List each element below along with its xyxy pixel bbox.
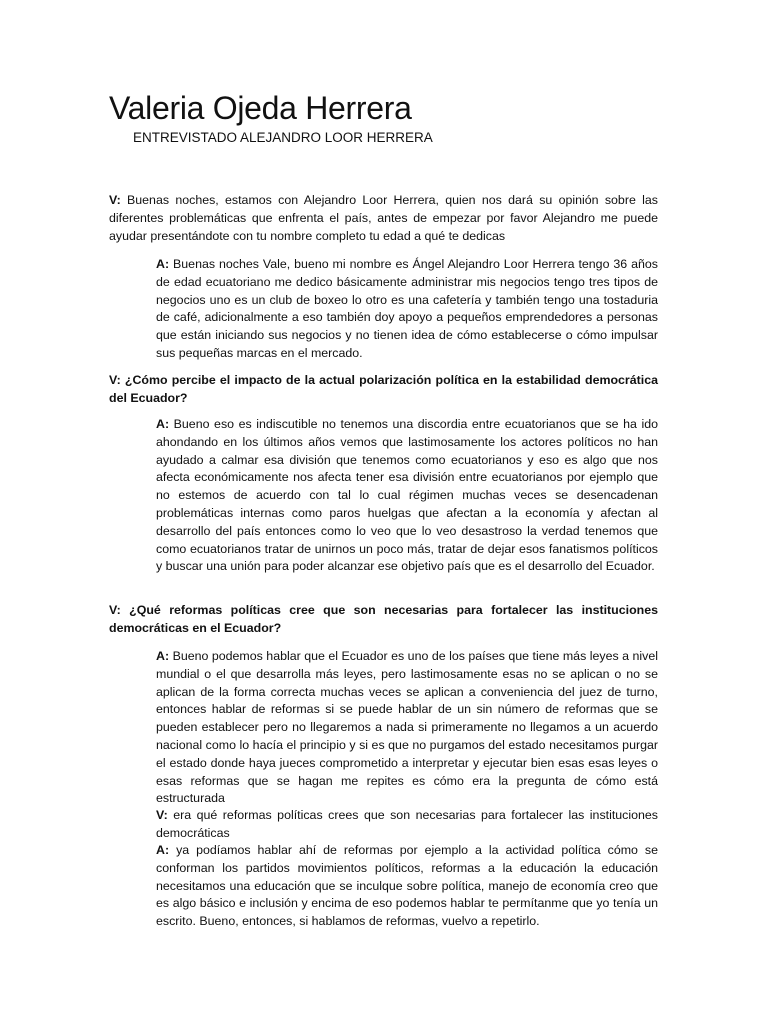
interview-answer (156, 842, 658, 931)
speaker-label: A: (156, 257, 170, 271)
speaker-label: V: (109, 193, 121, 207)
interview-question (109, 602, 658, 638)
speaker-label: A: (156, 843, 170, 857)
question-text: Buenas noches, estamos con Alejandro Loor Herrera, quien nos dará su opinión sobre las diferentes problemáticas que enfrenta el país, antes de empezar por favor Alejandro me puede ayudar presentándote con tu nombre completo tu edad a qué te dedicas (109, 193, 658, 243)
answer-text: ya podíamos hablar ahí de reformas por ejemplo a la actividad política cómo se conforman los partidos movimientos políticos, reformas a la educación la educación necesitamos una educación que se inculque sobre política, manejo de economía creo que es algo básico e inclusión y encima de eso podemos hablar te permítanme que yo tenía un escrito. Bueno, entonces, si hablamos de reformas, vuelvo a repetirlo. (156, 843, 658, 929)
speaker-label: V: (109, 373, 121, 387)
speaker-label: V: (109, 603, 121, 617)
speaker-label: A: (156, 649, 170, 663)
interview-answer (156, 648, 658, 808)
interview-answer (156, 416, 658, 576)
answer-text: Bueno podemos hablar que el Ecuador es uno de los países que tiene más leyes a nivel mundial o el que desarrolla más leyes, pero lastimosamente esas no se aplican o no se aplican de la forma correcta muchas veces se aplican a conveniencia del juez de turno, entonces hablar de reformas si se puede hablar de un sin número de reformas que se pueden establecer pero no llegaremos a nada si primeramente no llegamos a un acuerdo nacional como lo hacía el principio y si es que no purgamos del estado necesitamos purgar el estado donde haya jueces comprometido a interpretar y ejecutar bien esas esas leyes o esas reformas que se hagan me repites es cómo era la pregunta de cómo está estructurada (156, 649, 658, 806)
interview-question (109, 192, 658, 245)
question-text: ¿Cómo percibe el impacto de la actual polarización política en la estabilidad democrática del Ecuador? (109, 373, 658, 405)
question-text: era qué reformas políticas crees que son necesarias para fortalecer las instituciones democráticas (156, 808, 658, 840)
speaker-label: V: (156, 808, 168, 822)
question-text: ¿Qué reformas políticas cree que son necesarias para fortalecer las instituciones democráticas en el Ecuador? (109, 603, 658, 635)
document-title: Valeria Ojeda Herrera (109, 90, 412, 126)
answer-text: Buenas noches Vale, bueno mi nombre es Ángel Alejandro Loor Herrera tengo 36 años de edad ecuatoriano me dedico básicamente administrar mis negocios tengo tres tipos de negocios uno es un club de boxeo lo otro es una cafetería y también tengo una tostaduria de café, adicionalmente a eso también doy apoyo a pequeños emprendedores a personas que están iniciando sus negocios y no tienen idea de cómo establecerse o cómo impulsar sus pequeñas marcas en el mercado. (156, 257, 658, 360)
speaker-label: A: (156, 417, 170, 431)
answer-text: Bueno eso es indiscutible no tenemos una discordia entre ecuatorianos que se ha ido ahondando en los últimos años vemos que lastimosamente los actores políticos no han ayudado a calmar esa división que tenemos como ecuatorianos y eso es algo que nos afecta económicamente nos afecta tener esa división entre ecuatorianos por ejemplo que no estemos de acuerdo con tal lo cual régimen muchas veces se desencadenan problemáticas internas como paros huelgas que afectan a la economía y afectan al desarrollo del país entonces como lo veo que lo veo desastroso la verdad tenemos que como ecuatorianos tratar de unirnos un poco más, tratar de dejar esos fanatismos políticos y buscar una unión para poder alcanzar ese objetivo país que es el desarrollo del Ecuador. (156, 417, 659, 574)
interview-question (109, 372, 658, 408)
interview-answer (156, 256, 658, 363)
interview-question (156, 807, 658, 843)
document-subtitle: ENTREVISTADO ALEJANDRO LOOR HERRERA (133, 130, 433, 145)
